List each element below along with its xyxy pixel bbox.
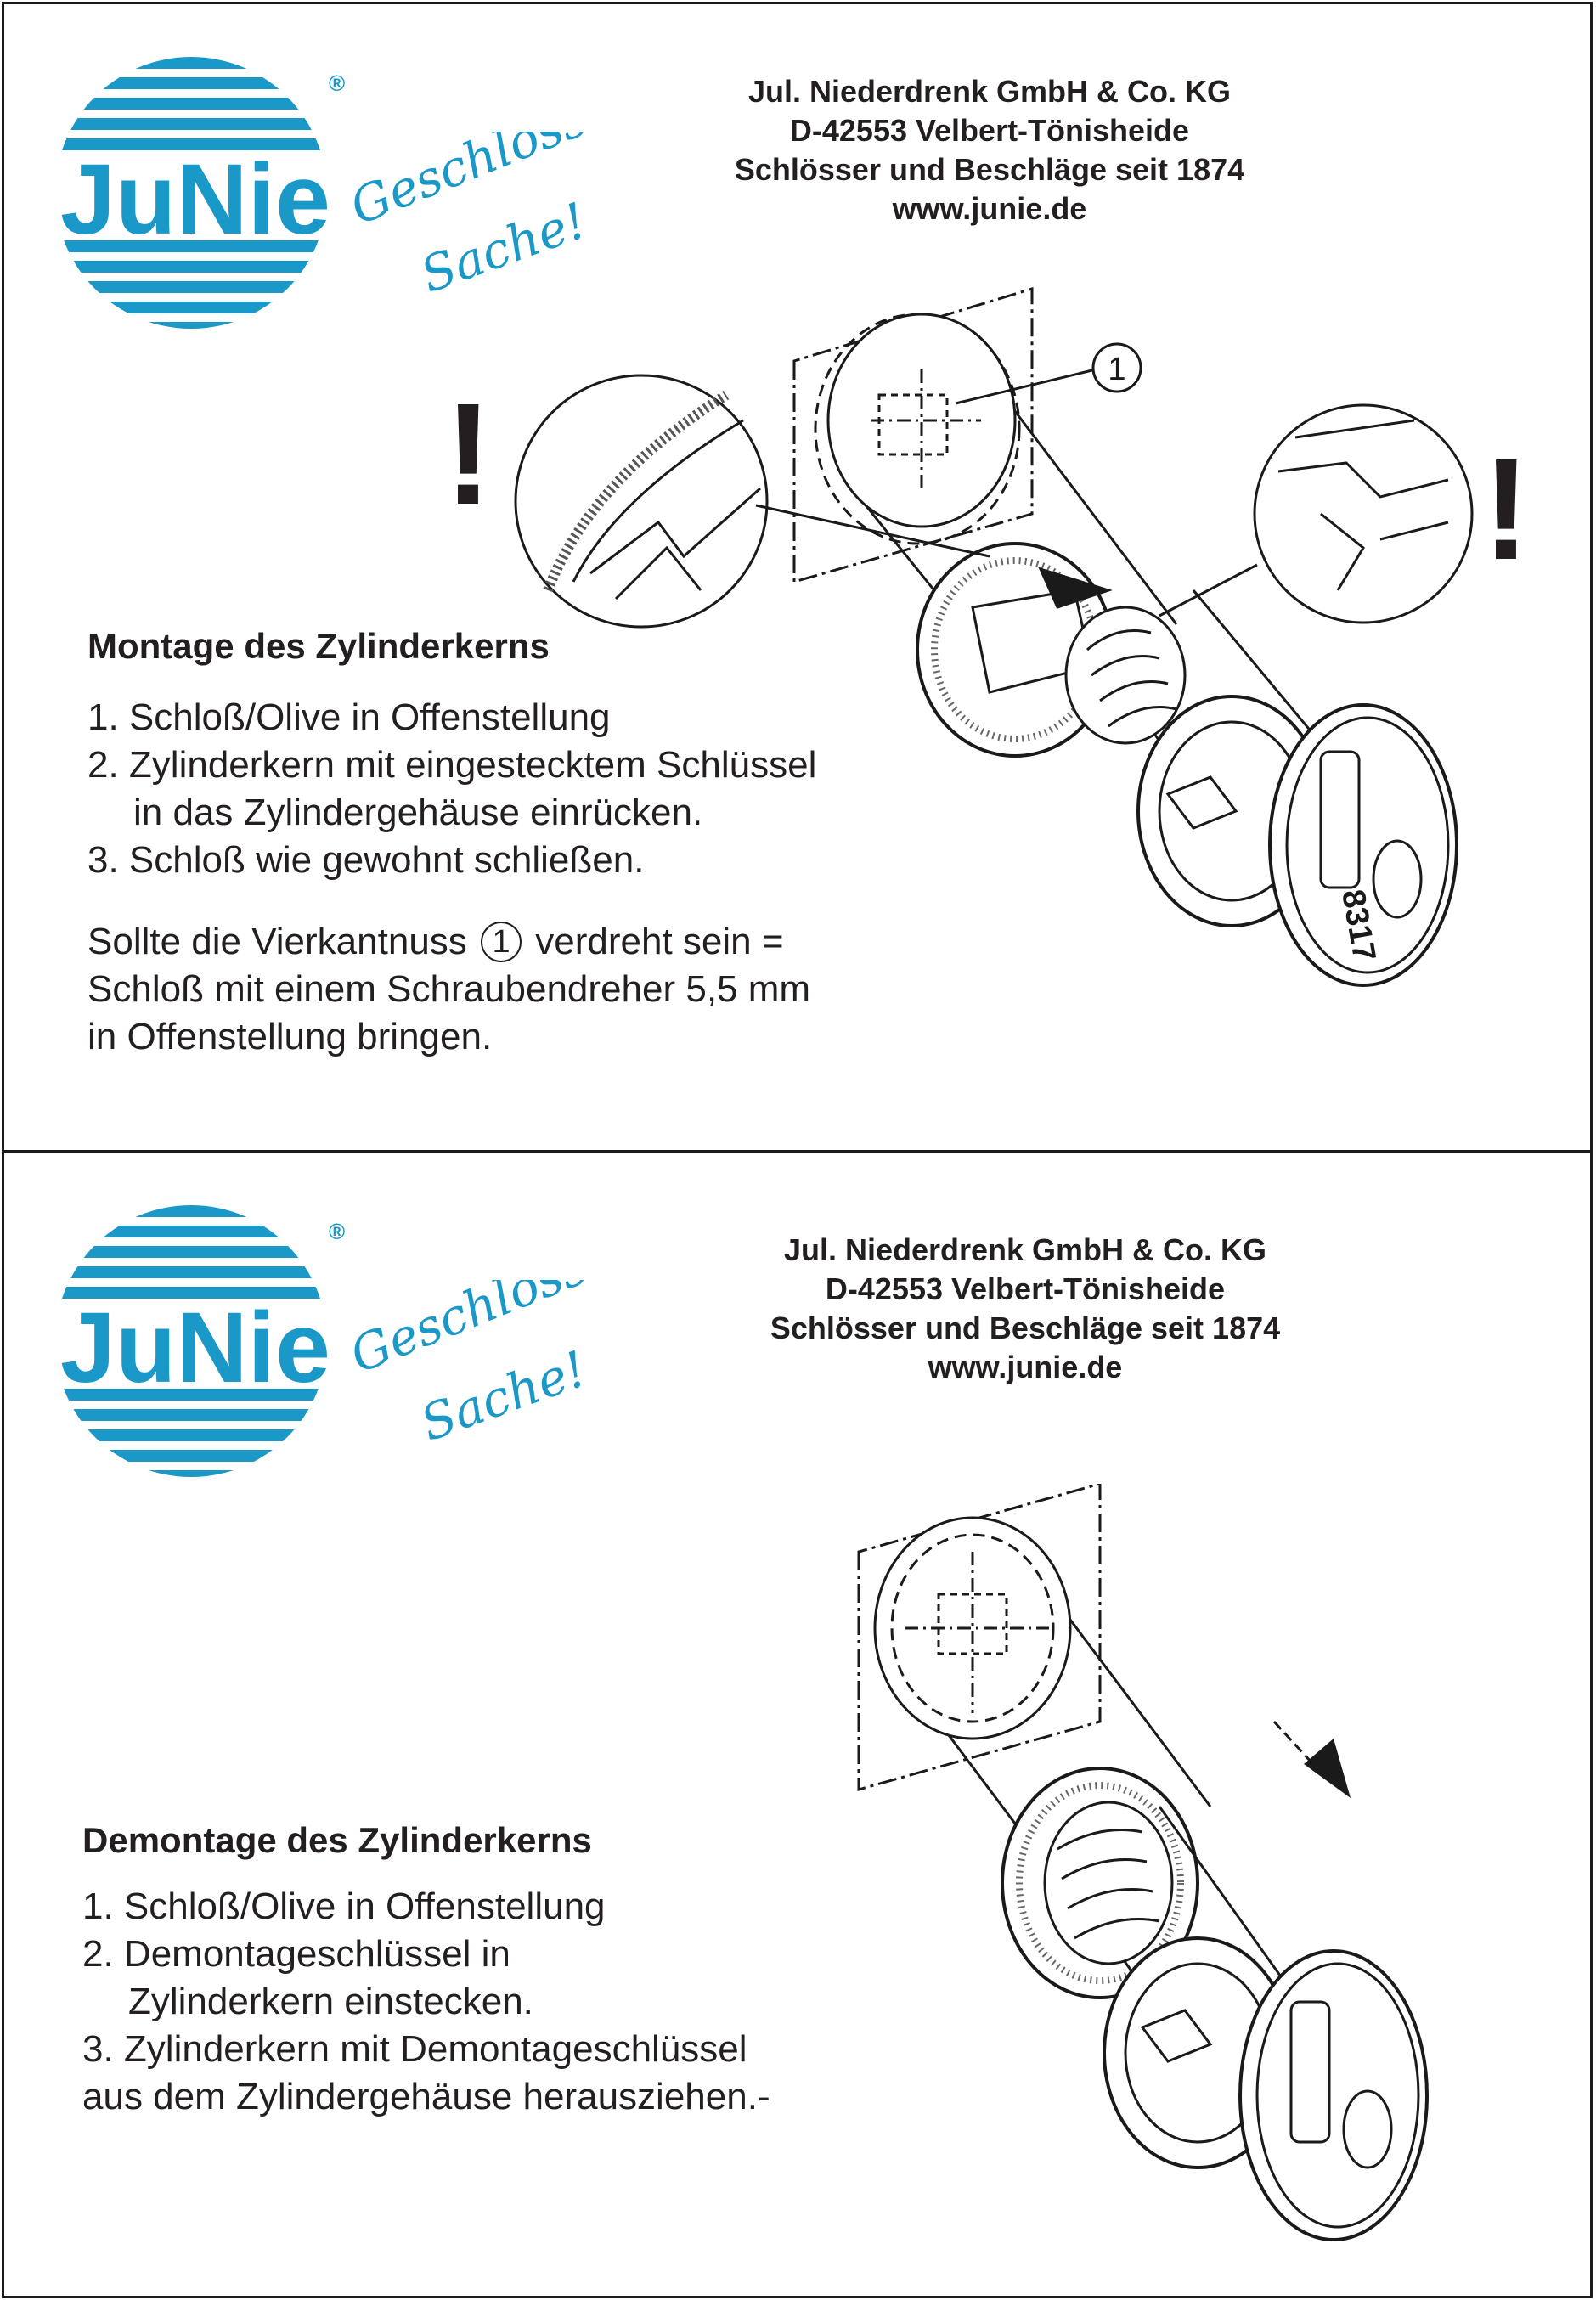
demontage-step-1: 1. Schloß/Olive in Offenstellung — [82, 1886, 606, 1927]
demontage-illustration — [845, 1484, 1508, 2265]
company-tagline: Schlösser und Beschläge seit 1874 — [770, 1311, 1281, 1345]
demontage-step-3-cont: aus dem Zylindergehäuse herausziehen.- — [82, 2076, 770, 2117]
company-address: D-42553 Velbert-Tönisheide — [789, 113, 1190, 148]
svg-text:Sache!: Sache! — [413, 1339, 595, 1450]
company-website: www.junie.de — [928, 1350, 1123, 1384]
demontage-heading: Demontage des Zylinderkerns — [82, 1820, 592, 1860]
demontage-step-2: 2. Demontageschlüssel in — [82, 1933, 510, 1975]
demontage-steps — [82, 1883, 770, 2121]
company-address: D-42553 Velbert-Tönisheide — [825, 1271, 1226, 1306]
montage-note-line3: in Offenstellung bringen. — [87, 1016, 493, 1057]
junie-logo — [55, 1197, 344, 1485]
svg-text:Geschlossene: Geschlossene — [351, 132, 606, 236]
montage-heading: Montage des Zylinderkerns — [87, 626, 550, 666]
company-website: www.junie.de — [892, 191, 1087, 226]
svg-text:JuNie: JuNie — [60, 1292, 330, 1404]
montage-steps — [87, 694, 816, 884]
junie-logo — [55, 48, 344, 337]
registered-mark: ® — [329, 70, 346, 96]
company-tagline: Schlösser und Beschläge seit 1874 — [734, 152, 1245, 187]
warning-mark-right: ! — [1482, 429, 1531, 590]
company-info — [684, 72, 1295, 228]
demontage-panel — [2, 1150, 1593, 2298]
montage-step-1: 1. Schloß/Olive in Offenstellung — [87, 696, 611, 738]
montage-note-line2: Schloß mit einem Schraubendreher 5,5 mm — [87, 968, 811, 1010]
montage-step-2-cont: in das Zylindergehäuse einrücken. — [133, 792, 703, 833]
montage-note-line1: Sollte die Vierkantnuss 1 verdreht sein = — [87, 921, 784, 962]
demontage-step-2-cont: Zylinderkern einstecken. — [128, 1981, 533, 2022]
warning-mark-left: ! — [444, 374, 493, 535]
montage-step-3: 3. Schloß wie gewohnt schließen. — [87, 839, 645, 881]
callout-number: 1 — [1108, 352, 1126, 387]
svg-text:Sache!: Sache! — [413, 191, 595, 302]
company-name: Jul. Niederdrenk GmbH & Co. KG — [747, 74, 1232, 109]
company-info — [719, 1231, 1331, 1387]
montage-note — [87, 918, 810, 1061]
key-number: 8317 — [1334, 887, 1383, 964]
montage-panel — [2, 2, 1593, 1153]
slogan — [351, 1280, 606, 1450]
demontage-step-3: 3. Zylinderkern mit Demontageschlüssel — [82, 2028, 747, 2070]
registered-mark: ® — [329, 1219, 346, 1244]
svg-text:Geschlossene: Geschlossene — [351, 1280, 606, 1384]
company-name: Jul. Niederdrenk GmbH & Co. KG — [783, 1232, 1267, 1267]
svg-text:JuNie: JuNie — [60, 144, 330, 256]
montage-step-2: 2. Zylinderkern mit eingestecktem Schlüssel — [87, 744, 817, 786]
note-marker: 1 — [481, 922, 522, 962]
